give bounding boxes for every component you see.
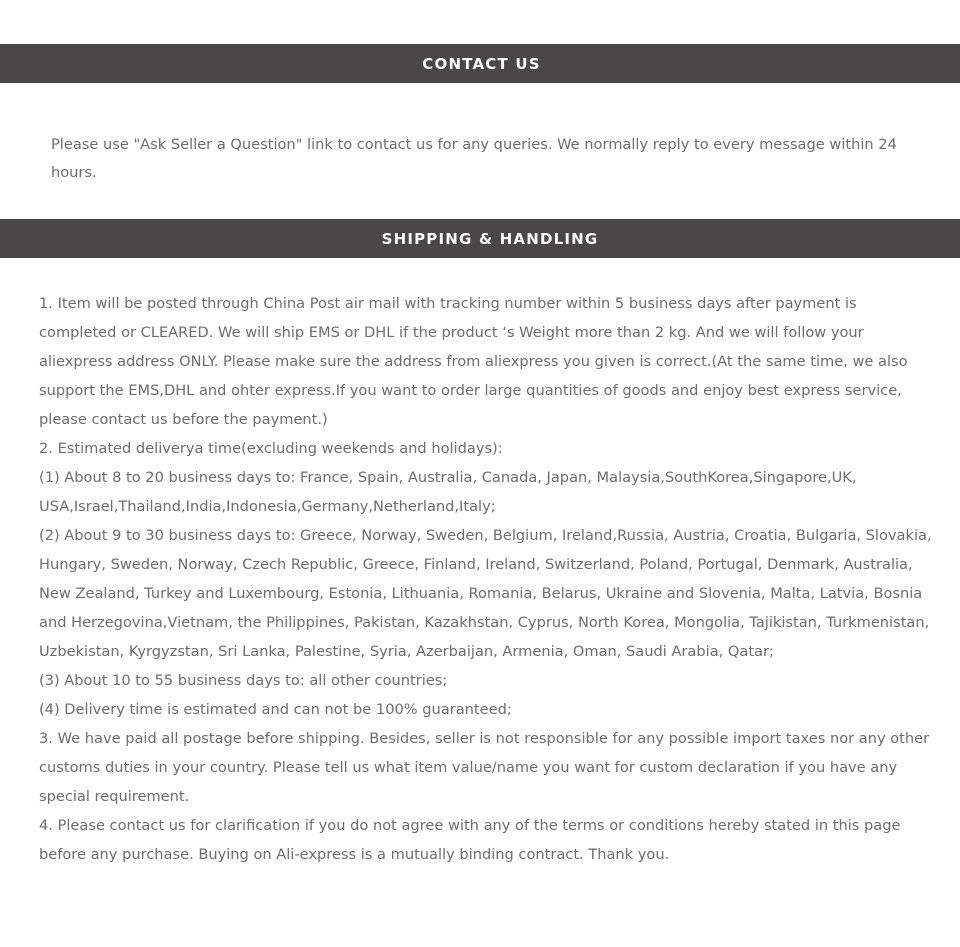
shipping-paragraph-1: 1. Item will be posted through China Post air mail with tracking number within 5 business days after payment is completed or CLEARED. We will ship EMS or DHL if the product ‘s Weight more than 2 kg. And we will follow your aliexpress address ONLY. Please make sure the address from aliexpress you given is correct.(At the same time, we also support the EMS,DHL and ohter express.If you want to order large quantities of goods and enjoy best express service, please contact us before the payment.) <box>39 295 908 428</box>
shipping-paragraph-4: 4. Please contact us for clarification if you do not agree with any of the terms or conditions hereby stated in this page before any purchase. Buying on Ali-express is a mutually binding contract. Thank you. <box>39 817 901 863</box>
shipping-paragraph-2-2: (2) About 9 to 30 business days to: Greece, Norway, Sweden, Belgium, Ireland,Russia, Austria, Croatia, Bulgaria, Slovakia, Hungary, Sweden, Norway, Czech Republic, Greece, Finland, Ireland, Switzerland, Poland, Portugal, Denmark, Australia, New Zealand, Turkey and Luxembourg, Estonia, Lithuania, Romania, Belarus, Ukraine and Slovenia, Malta, Latvia, Bosnia and Herzegovina,Vietnam, the Philippines, Pakistan, Kazakhstan, Cyprus, North Korea, Mongolia, Tajikistan, Turkmenistan, Uzbekistan, Kyrgyzstan, Sri Lanka, Palestine, Syria, Azerbaijan, Armenia, Oman, Saudi Arabia, Qatar; <box>39 527 932 660</box>
contact-us-title: CONTACT US <box>422 54 541 73</box>
contact-us-header <box>0 44 960 83</box>
shipping-paragraph-2-3: (3) About 10 to 55 business days to: all other countries; <box>39 672 448 689</box>
shipping-paragraph-2-1: (1) About 8 to 20 business days to: France, Spain, Australia, Canada, Japan, Malaysia,SouthKorea,Singapore,UK, USA,Israel,Thailand,India,Indonesia,Germany,Netherland,Italy; <box>39 469 857 515</box>
shipping-handling-header <box>0 219 960 258</box>
shipping-handling-body <box>39 289 933 869</box>
shipping-paragraph-2: 2. Estimated deliverya time(excluding weekends and holidays): <box>39 440 503 457</box>
contact-us-text: Please use "Ask Seller a Question" link to contact us for any queries. We normally reply to every message within 24 hours. <box>51 136 897 181</box>
shipping-paragraph-3: 3. We have paid all postage before shipping. Besides, seller is not responsible for any possible import taxes nor any other customs duties in your country. Please tell us what item value/name you want for custom declaration if you have any special requirement. <box>39 730 930 805</box>
shipping-handling-title: SHIPPING & HANDLING <box>381 229 599 248</box>
shipping-paragraph-2-4: (4) Delivery time is estimated and can not be 100% guaranteed; <box>39 701 512 718</box>
